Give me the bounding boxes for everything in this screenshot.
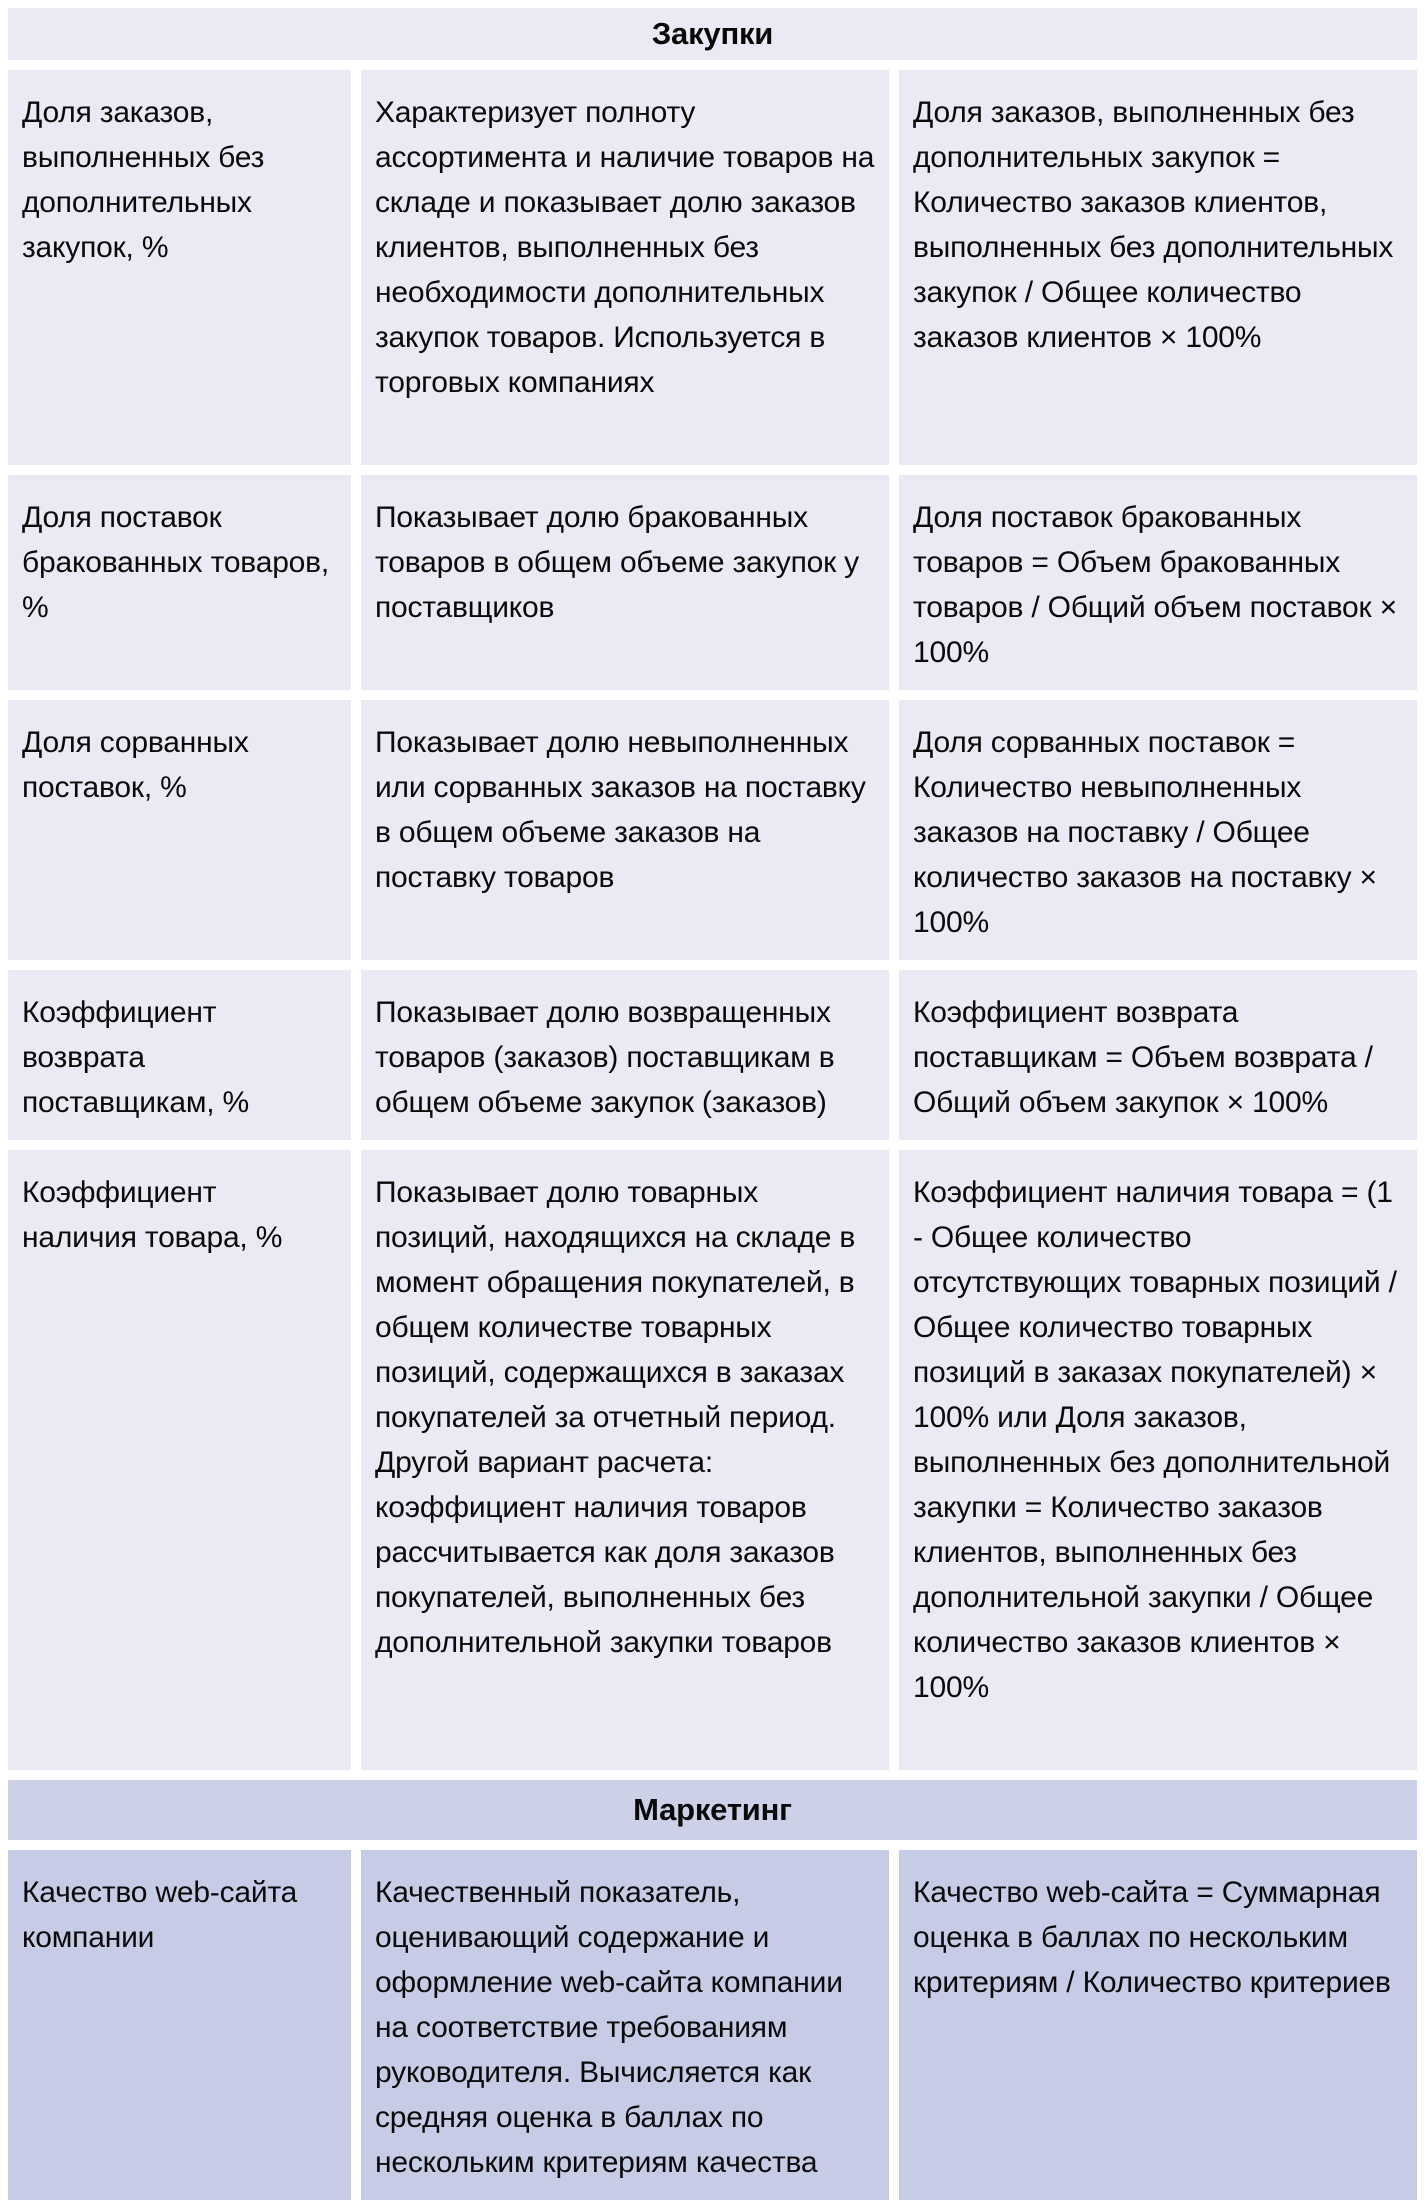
table-row: [8, 70, 1417, 465]
indicator-formula-cell: Коэффициент возврата поставщикам = Объем возврата / Общий объем закупок × 100%: [899, 970, 1417, 1140]
section-header-procurement: Закупки: [8, 8, 1417, 60]
indicator-description-cell: Характеризует полноту ассортимента и наличие товаров на складе и показывает долю заказов клиентов, выполненных без необходимости дополнительных закупок товаров. Используется в торговых компаниях: [361, 70, 889, 465]
indicator-formula-cell: Качество web-сайта = Суммарная оценка в баллах по нескольким критериям / Количество критериев: [899, 1850, 1417, 2200]
indicator-name-cell: Коэффициент возврата поставщикам, %: [8, 970, 351, 1140]
indicator-formula-cell: Доля поставок бракованных товаров = Объем бракованных товаров / Общий объем поставок × 100%: [899, 475, 1417, 690]
indicator-formula-cell: Доля сорванных поставок = Количество невыполненных заказов на поставку / Общее количество заказов на поставку × 100%: [899, 700, 1417, 960]
table-row: [8, 970, 1417, 1140]
indicator-description-cell: Показывает долю невыполненных или сорванных заказов на поставку в общем объеме заказов на поставку товаров: [361, 700, 889, 960]
section-header-marketing: Маркетинг: [8, 1780, 1417, 1840]
indicator-name-cell: Доля заказов, выполненных без дополнительных закупок, %: [8, 70, 351, 465]
kpi-table: [8, 8, 1417, 2200]
indicator-description-cell: Качественный показатель, оценивающий содержание и оформление web-сайта компании на соответствие требованиям руководителя. Вычисляется как средняя оценка в баллах по нескольким критериям качества: [361, 1850, 889, 2200]
indicator-name-cell: Доля сорванных поставок, %: [8, 700, 351, 960]
table-row: [8, 700, 1417, 960]
indicator-formula-cell: Доля заказов, выполненных без дополнительных закупок = Количество заказов клиентов, выполненных без дополнительных закупок / Общее количество заказов клиентов × 100%: [899, 70, 1417, 465]
indicator-name-cell: Коэффициент наличия товара, %: [8, 1150, 351, 1770]
indicator-description-cell: Показывает долю товарных позиций, находящихся на складе в момент обращения покупателей, в общем количестве товарных позиций, содержащихся в заказах покупателей за отчетный период. Другой вариант расчета: коэффициент наличия товаров рассчитывается как доля заказов покупателей, выполненных без дополнительной закупки товаров: [361, 1150, 889, 1770]
table-row: [8, 1150, 1417, 1770]
indicator-description-cell: Показывает долю возвращенных товаров (заказов) поставщикам в общем объеме закупок (заказов): [361, 970, 889, 1140]
indicator-name-cell: Качество web-сайта компании: [8, 1850, 351, 2200]
indicator-description-cell: Показывает долю бракованных товаров в общем объеме закупок у поставщиков: [361, 475, 889, 690]
indicator-name-cell: Доля поставок бракованных товаров, %: [8, 475, 351, 690]
table-row: [8, 1850, 1417, 2200]
table-row: [8, 475, 1417, 690]
indicator-formula-cell: Коэффициент наличия товара = (1 - Общее количество отсутствующих товарных позиций / Общее количество товарных позиций в заказах покупателей) × 100% или Доля заказов, выполненных без дополнительной закупки = Количество заказов клиентов, выполненных без дополнительной закупки / Общее количество заказов клиентов × 100%: [899, 1150, 1417, 1770]
